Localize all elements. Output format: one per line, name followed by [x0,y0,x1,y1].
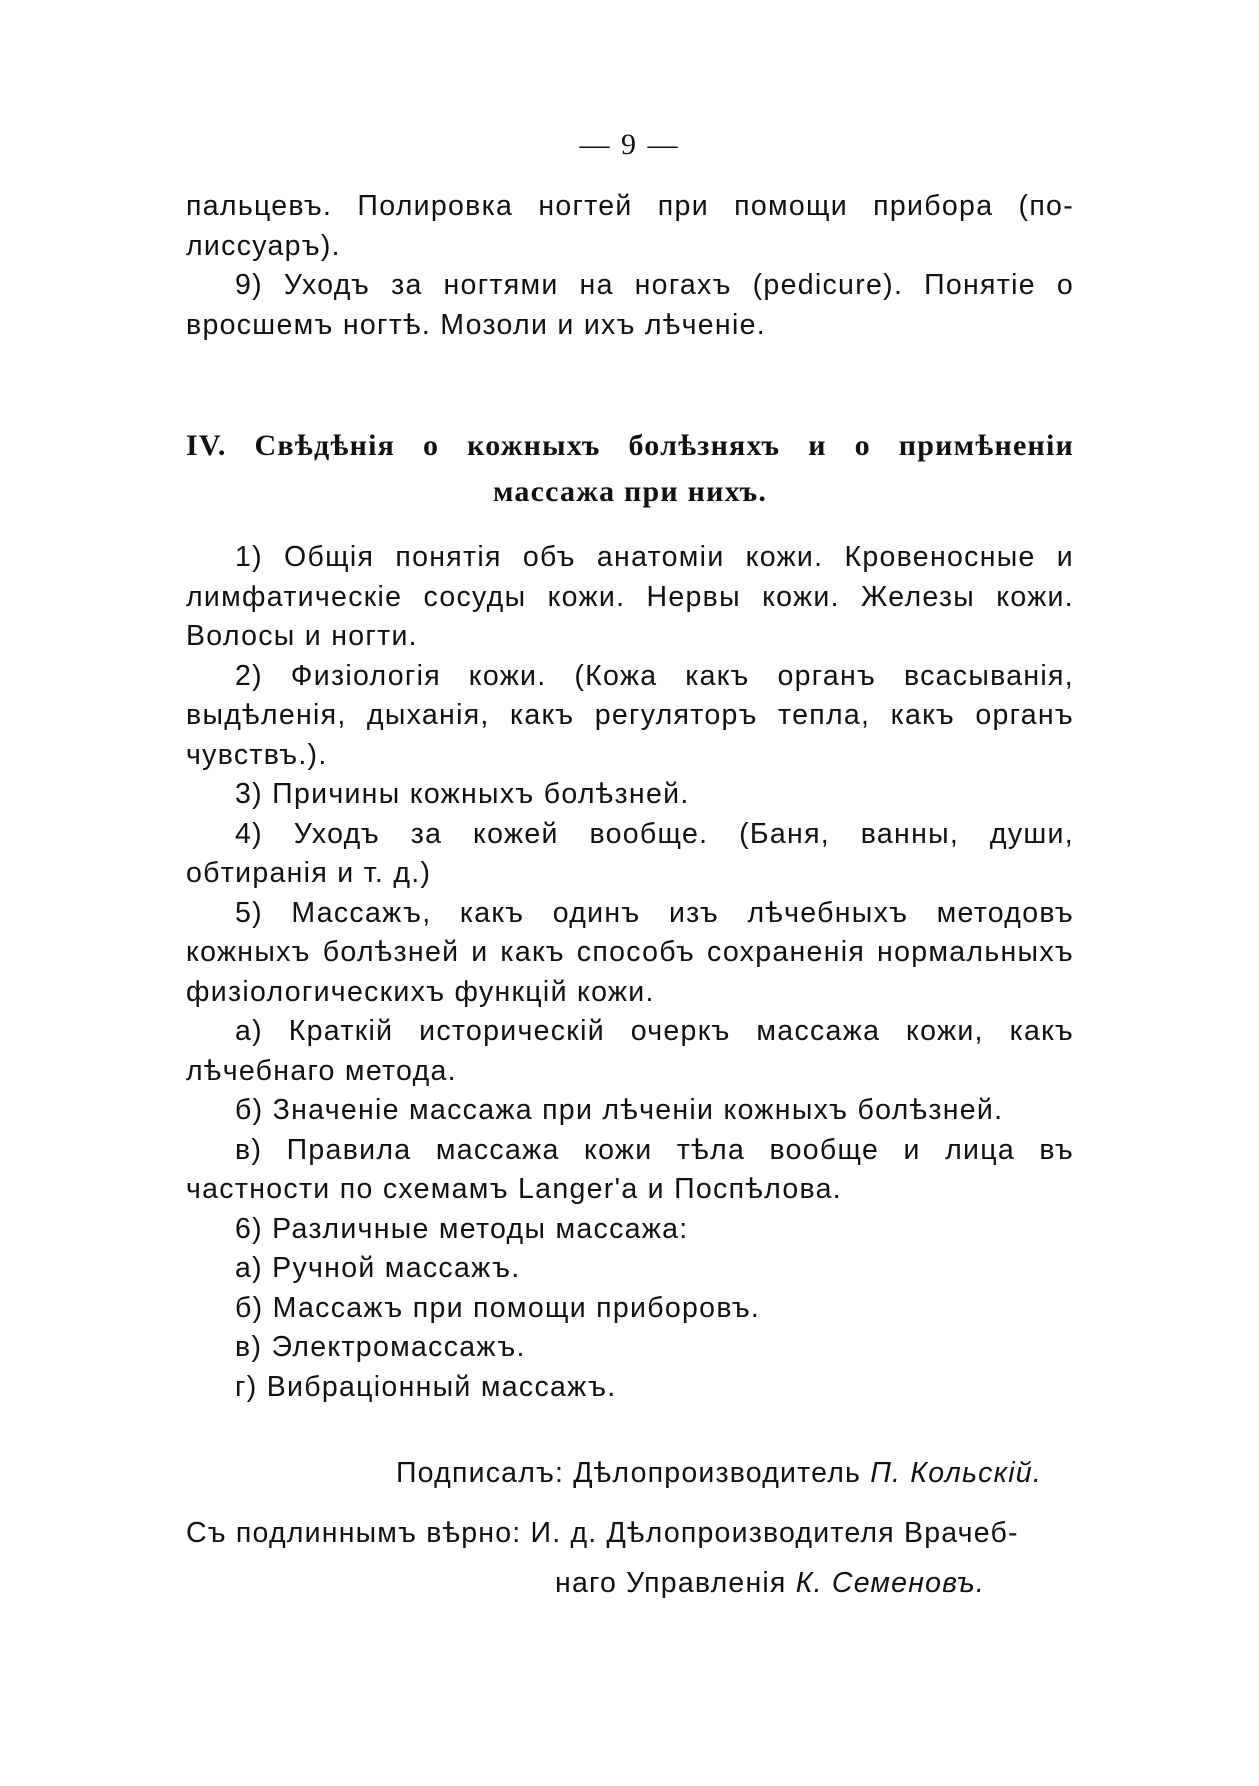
signed-name: П. Кольскiй. [870,1457,1042,1489]
list-item: в) Электромассажъ. [235,1331,526,1363]
text-line: пальцевъ. Полировка ногтей при помощи прибора (по- [186,190,1074,222]
list-item: а) Краткiй историческiй очеркъ массажа кожи, какъ лѣчебнаго метода. [186,1015,1074,1087]
list-item: а) Ручной массажъ. [235,1252,521,1284]
certified-text: Съ подлиннымъ вѣрно: И. д. Дѣлопроизводителя Врачеб- [186,1517,1019,1549]
text-line: вросшемъ ногтѣ. Мозоли и ихъ лѣченiе. [186,308,766,341]
list-item: 3) Причины кожныхъ болѣзней. [235,778,690,810]
text-line: лиссуаръ). [186,229,341,262]
list-item: г) Вибрацiонный массажъ. [235,1370,617,1403]
list-item: 1) Общiя понятiя объ анатомiи кожи. Кровеносные и лимфатическiе сосуды кожи. Нервы кожи. Железы кожи. Волосы и ногти. [186,541,1074,652]
certified-line-2 [555,1567,985,1600]
list-item: в) Правила массажа кожи тѣла вообще и лица въ частности по схемамъ Langer'a и Поспѣлова. [186,1133,1074,1205]
section-heading-line: IV. Свѣдѣнiя о кожныхъ болѣзняхъ и о примѣненiи [186,429,1074,462]
list-item: 5) Массажъ, какъ одинъ изъ лѣчебныхъ методовъ кожныхъ болѣзней и какъ способъ сохраненiя нормальныхъ физiологическихъ функцiй кожи. [186,896,1074,1008]
certified-line [186,1517,1019,1550]
list-item: 9) Уходъ за ногтями на ногахъ (pedicure). Понятiе о [235,269,1074,301]
section-body [186,538,1074,1407]
signed-line [396,1457,1042,1490]
top-block [186,187,1074,345]
page-number: — 9 — [579,128,680,161]
section-heading [186,423,1074,515]
list-item: б) Значенiе массажа при лѣченiи кожныхъ болѣзней. [235,1094,1004,1126]
signed-label: Подписалъ: Дѣлопроизводитель [396,1457,862,1489]
list-item: 2) Физiологiя кожи. (Кожа какъ органъ всасыванiя, выдѣленiя, дыханiя, какъ регуляторъ тепла, какъ органъ чувствъ.). [186,659,1074,771]
section-heading-line: массажа при нихъ. [492,475,768,508]
list-item: б) Массажъ при помощи приборовъ. [235,1291,761,1324]
certified-name: К. Семеновъ. [795,1567,985,1599]
list-item: 4) Уходъ за кожей вообще. (Баня, ванны, души, обтиранiя и т. д.) [186,817,1074,889]
certified-text-2: наго Управленiя [555,1567,787,1599]
list-item: 6) Различные методы массажа: [235,1212,689,1245]
